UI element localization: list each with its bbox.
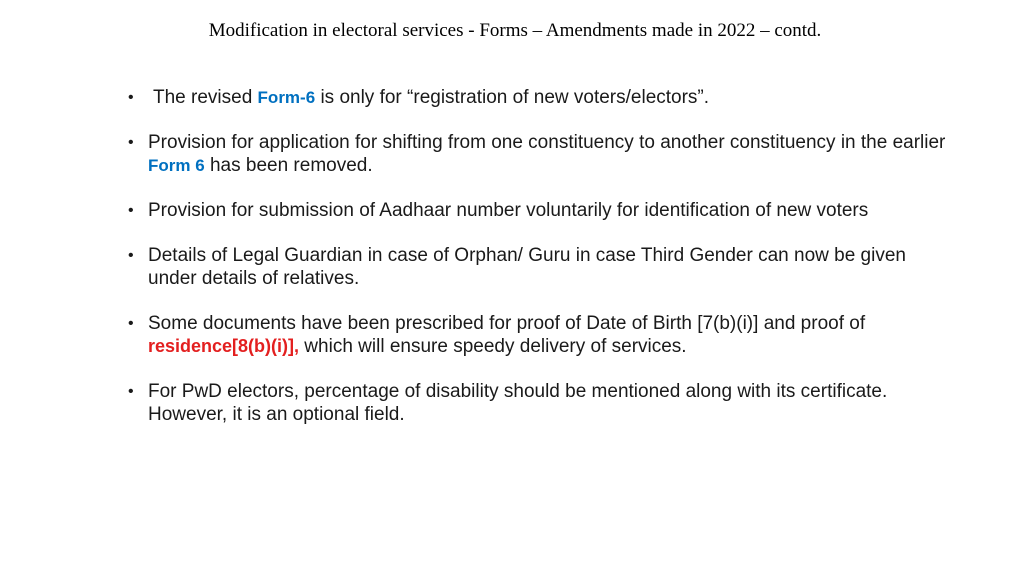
bullet-text-before: Provision for application for shifting from one constituency to another constituency in the earlier <box>148 132 946 153</box>
bullet-text-after: is only for “registration of new voters/electors”. <box>315 87 710 108</box>
bullet-text: Details of Legal Guardian in case of Orphan/ Guru in case Third Gender can now be given under details of relatives. <box>148 245 906 289</box>
bullet-marker: • <box>128 247 134 264</box>
bullet-text: Provision for submission of Aadhaar number voluntarily for identification of new voters <box>148 200 869 221</box>
bullet-item-pwd-electors <box>128 380 958 426</box>
bullet-item-shifting-removed <box>128 131 958 177</box>
bullet-text-after: has been removed. <box>204 155 373 176</box>
bullet-marker: • <box>128 383 134 400</box>
bullet-text-before: Some documents have been prescribed for proof of Date of Birth [7(b)(i)] and proof of <box>148 313 866 334</box>
form-6-highlight: Form 6 <box>148 156 205 175</box>
bullet-text: For PwD electors, percentage of disability should be mentioned along with its certificate. However, it is an optional field. <box>148 381 888 425</box>
bullet-marker: • <box>128 202 134 219</box>
bullet-item-legal-guardian <box>128 244 958 290</box>
slide-title: Modification in electoral services - Forms – Amendments made in 2022 – contd. <box>208 20 822 41</box>
bullet-item-aadhaar <box>128 199 958 222</box>
form-6-highlight: Form-6 <box>257 88 316 107</box>
bullet-marker: • <box>128 134 134 151</box>
bullet-item-form6-revised <box>128 86 958 109</box>
bullet-item-proof-documents <box>128 312 958 358</box>
bullet-marker: • <box>128 315 134 332</box>
residence-highlight: residence[8(b)(i)], <box>148 336 300 356</box>
bullet-list <box>128 86 958 448</box>
bullet-marker: • <box>128 89 134 106</box>
bullet-text-after: which will ensure speedy delivery of services. <box>299 336 687 357</box>
bullet-text-before: The revised <box>153 87 258 108</box>
